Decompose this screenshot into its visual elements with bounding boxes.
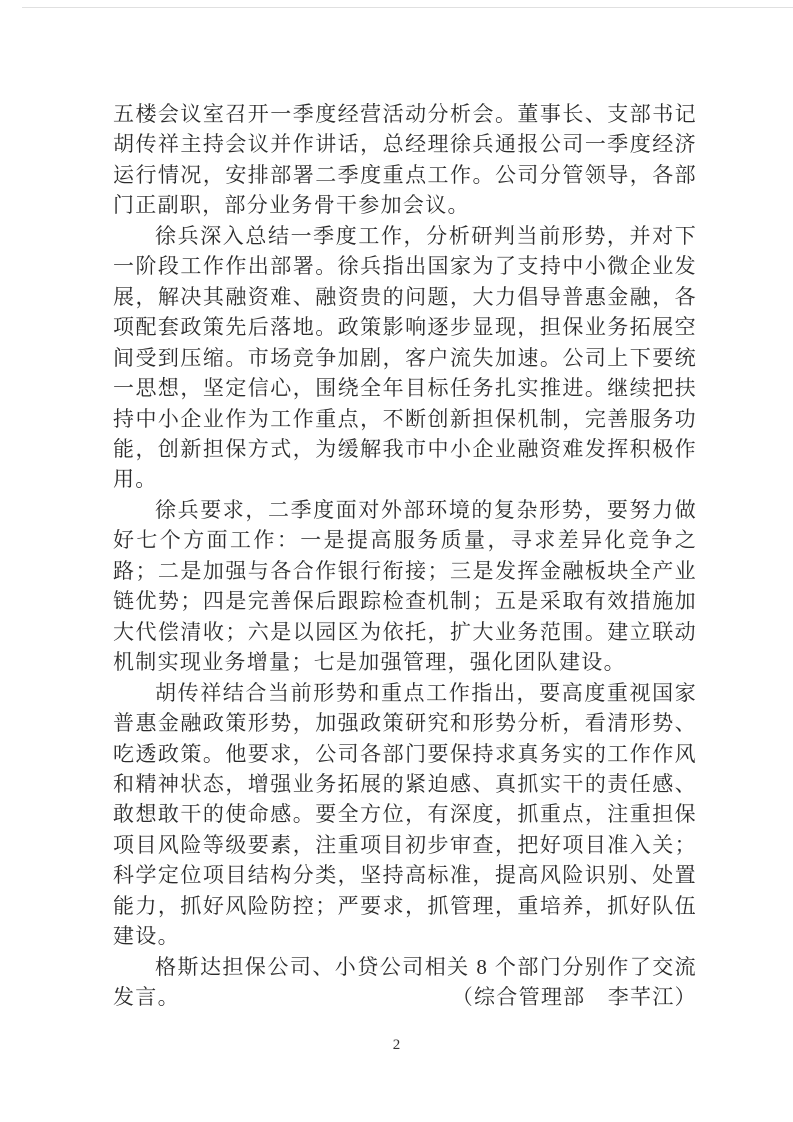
signature: （综合管理部 李芊江） — [451, 985, 697, 1010]
document-body — [113, 99, 697, 1013]
paragraph-closing — [113, 952, 697, 1013]
scan-edge-line — [22, 7, 793, 8]
paragraph-huchuanxiang-remarks: 胡传祥结合当前形势和重点工作指出，要高度重视国家普惠金融政策形势，加强政策研究和形势分析，看清形势、吃透政策。他要求，公司各部门要保持求真务实的工作作风和精神状态，增强业务拓展的紧迫感、真抓实干的责任感、敢想敢干的使命感。要全方位，有深度，抓重点，注重担保项目风险等级要素，注重项目初步审查，把好项目准入关；科学定位项目结构分类，坚持高标准，提高风险识别、处置能力，抓好风险防控；严要求，抓管理，重培养，抓好队伍建设。 — [113, 680, 697, 949]
paragraph-xubing-requirements: 徐兵要求，二季度面对外部环境的复杂形势，要努力做好七个方面工作：一是提高服务质量，寻求差异化竞争之路；二是加强与各合作银行衔接；三是发挥金融板块全产业链优势；四是完善保后跟踪检查机制；五是采取有效措施加大代偿清收；六是以园区为依托，扩大业务范围。建立联动机制实现业务增量；七是加强管理，强化团队建设。 — [113, 497, 697, 675]
paragraph-closing-text: 格斯达担保公司、小贷公司相关 8 个部门分别作了交流发言。 — [113, 954, 697, 1010]
page-number: 2 — [392, 1037, 401, 1053]
paragraph-xubing-summary: 徐兵深入总结一季度工作，分析研判当前形势，并对下一阶段工作作出部署。徐兵指出国家为了支持中小微企业发展，解决其融资难、融资贵的问题，大力倡导普惠金融，各项配套政策先后落地。政策影响逐步显现，担保业务拓展空间受到压缩。市场竞争加剧，客户流失加速。公司上下要统一思想，坚定信心，围绕全年目标任务扎实推进。继续把扶持中小企业作为工作重点，不断创新担保机制，完善服务功能，创新担保方式，为缓解我市中小企业融资难发挥积极作用。 — [113, 223, 697, 492]
paragraph-meeting-overview: 五楼会议室召开一季度经营活动分析会。董事长、支部书记胡传祥主持会议并作讲话，总经理徐兵通报公司一季度经济运行情况，安排部署二季度重点工作。公司分管领导，各部门正副职，部分业务骨干参加会议。 — [113, 102, 697, 218]
